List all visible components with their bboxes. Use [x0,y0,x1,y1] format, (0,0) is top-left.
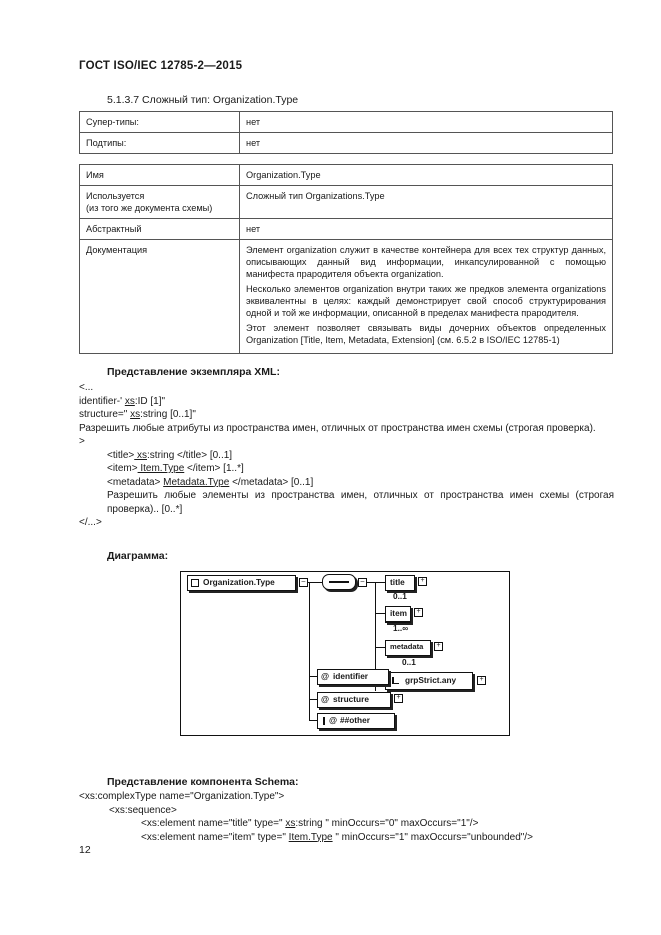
expand-icon[interactable]: + [477,676,486,685]
xs-link[interactable]: xs [124,395,135,407]
xml-text: </metadata> [0..1] [229,476,314,488]
xml-line: > [79,436,85,447]
xs-link[interactable]: xs [285,818,296,829]
doc-paragraph: Этот элемент позволяет связывать виды дочерних объектов определенных Organization [Title, Item, Metadata, Extension] (см. 6.5.2 в ISO/IEC 12785-1) [246,323,606,345]
table-cell [80,186,240,219]
xml-line: </...> [79,517,102,528]
xml-text: :ID [1]" [134,395,166,407]
table-cell: Супер-типы: [80,112,240,133]
xml-text: identifier-' [79,395,125,407]
table-row [80,133,613,154]
properties-table [79,164,613,354]
metadata-type-link[interactable]: Metadata.Type [163,476,230,488]
attribute-icon: @ [321,694,330,704]
title-cardinality: 0..1 [393,591,407,601]
xml-text: <metadata> [107,476,164,488]
connector [375,613,385,614]
item-node[interactable] [385,606,411,623]
table-cell: Сложный тип Organizations.Type [240,186,613,219]
xml-line: Разрешить любые элементы из пространства имен, отличных от пространства имен схемы (строгая проверка).. [0..*] [107,490,614,515]
expand-icon[interactable]: + [418,577,427,586]
schema-line: <xs:complexType name="Organization.Type"> [79,791,285,802]
connector [309,699,317,700]
schema-block [79,790,614,844]
schema-text: <xs:element name="title" type=" [141,818,286,829]
title-label: title [390,577,405,587]
xml-line [79,462,614,476]
xs-link[interactable]: xs [130,409,141,420]
diagram-heading: Диаграмма: [107,550,169,562]
other-attribute[interactable] [317,713,395,729]
doc-paragraph: Несколько элементов organization внутри таких же предков элемента organizations эквивалентны в целях: каждый демонстрирует свой способ структурирования одной и той же информации, описанной в пределах манифеста прародителя. [246,284,606,318]
other-label: ##other [340,715,370,725]
table-cell: Абстрактный [80,219,240,240]
doc-paragraph: Элемент organization служит в качестве контейнера для всех тех структур данных, описывающих данный вид информации, инкапсулированной с помощью манифеста прародителя объекта organization. [246,245,606,279]
page-header: ГОСТ ISO/IEC 12785-2—2015 [79,60,243,72]
xml-line [79,449,614,463]
connector [308,582,322,583]
connector [375,582,385,583]
schema-line [79,817,614,831]
collapse-icon[interactable]: – [358,578,367,587]
structure-attribute[interactable] [317,692,391,708]
connector [375,647,385,648]
xml-text: </item> [1..*] [184,463,244,474]
metadata-label: metadata [390,642,424,651]
table-cell: Имя [80,165,240,186]
root-node[interactable] [187,575,296,591]
expand-icon[interactable]: + [394,694,403,703]
xml-text: structure=" [79,409,131,420]
table-cell: Документация [80,240,240,354]
xml-line [79,476,614,490]
table-cell: Organization.Type [240,165,613,186]
connector [367,582,375,583]
section-title: 5.1.3.7 Сложный тип: Organization.Type [107,94,299,106]
used-label-line1: Используется [86,191,145,201]
identifier-label: identifier [333,671,369,681]
schema-diagram [180,571,510,736]
item-type-link[interactable]: Item.Type [288,831,333,843]
expand-icon[interactable]: + [434,642,443,651]
xml-text: <title> [107,449,135,461]
sequence-compositor-icon [322,574,356,590]
schema-line: <xs:sequence> [109,804,177,816]
title-node[interactable] [385,575,415,591]
xml-heading: Представление экземпляра XML: [107,366,280,378]
group-bracket-icon [394,683,399,684]
schema-line [79,831,614,845]
xml-line [79,395,614,409]
supertypes-table [79,111,613,154]
schema-text: " minOccurs="1" maxOccurs="unbounded"/> [332,831,533,843]
xml-text: :string </title> [0..1] [147,449,233,461]
table-row [80,112,613,133]
table-cell: нет [240,219,613,240]
schema-text: :string " minOccurs="0" maxOccurs="1"/> [295,818,479,829]
table-cell: нет [240,112,613,133]
table-row [80,240,613,354]
page-number: 12 [79,844,91,856]
item-cardinality: 1..∞ [393,623,409,633]
attribute-icon: @ [329,715,338,725]
collapse-icon[interactable]: – [299,578,308,587]
used-label-line2: (из того же документа схемы) [86,203,213,213]
documentation-cell [240,240,613,354]
expand-icon[interactable]: + [414,608,423,617]
table-cell: Подтипы: [80,133,240,154]
table-row [80,219,613,240]
xs-link[interactable]: xs [134,449,148,461]
item-label: item [390,608,408,618]
table-row [80,165,613,186]
group-bracket-icon [323,717,325,725]
table-row [80,186,613,219]
metadata-node[interactable] [385,640,431,656]
xml-text: :string [0..1]" [140,409,196,420]
schema-text: <xs:element name="item" type=" [141,831,289,843]
any-group-node[interactable] [385,672,473,690]
root-label: Organization.Type [203,577,275,587]
root-square-icon [191,579,199,587]
any-label: grpStrict.any [405,675,457,685]
identifier-attribute-box[interactable] [317,669,389,685]
table-cell: нет [240,133,613,154]
connector [309,720,317,721]
structure-label: structure [333,694,369,704]
metadata-cardinality: 0..1 [402,657,416,667]
connector [309,676,317,677]
xml-line [79,408,614,422]
xml-instance-block [79,381,614,530]
connector [309,582,310,721]
schema-heading: Представление компонента Schema: [107,776,299,788]
item-type-link[interactable]: Item.Type [137,463,185,474]
xml-line: Разрешить любые атрибуты из пространства имен, отличных от пространства имен схемы (строгая проверка). [79,422,596,434]
attribute-icon: @ [321,671,330,681]
xml-line: <... [79,382,94,393]
xml-text: <item> [107,463,138,474]
